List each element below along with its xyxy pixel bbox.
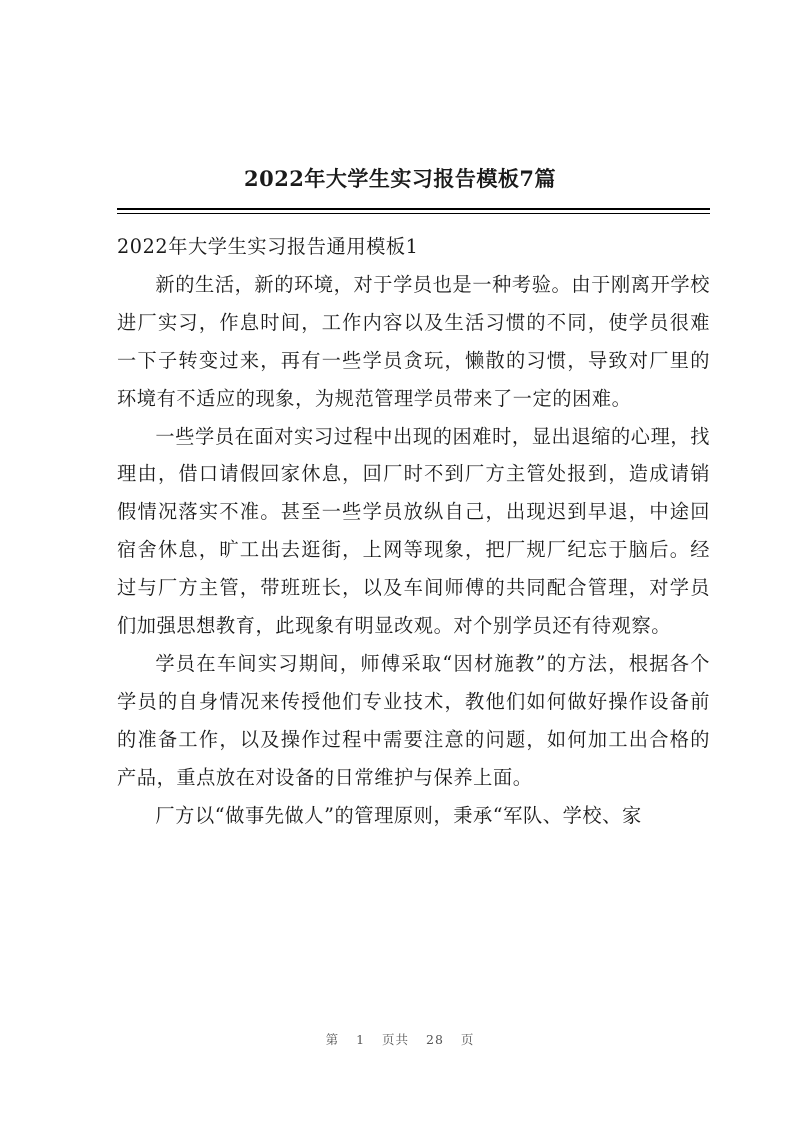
paragraph: 学员在车间实习期间，师傅采取“因材施教”的方法，根据各个学员的自身情况来传授他们专业技术，教他们如何做好操作设备前的准备工作，以及操作过程中需要注意的问题，如何加工出合格的产品，重点放在对设备的日常维护与保养上面。 [117,651,710,789]
page-title: 2022年大学生实习报告模板7篇 [243,166,557,191]
page-label-mid: 页共 [382,1032,410,1047]
document-body [117,228,710,835]
page-label-suffix: 页 [460,1032,475,1047]
page-footer [0,1030,800,1048]
title-divider-thick [117,208,710,210]
paragraph: 新的生活，新的环境，对于学员也是一种考验。由于刚离开学校进厂实习，作息时间，工作内容以及生活习惯的不同，使学员很难一下子转变过来，再有一些学员贪玩，懒散的习惯，导致对厂里的环境有不适应的现象，为规范管理学员带来了一定的困难。 [117,272,710,410]
total-pages: 28 [426,1032,444,1047]
paragraph: 一些学员在面对实习过程中出现的困难时，显出退缩的心理，找理由，借口请假回家休息，回厂时不到厂方主管处报到，造成请销假情况落实不准。甚至一些学员放纵自己，出现迟到早退，中途回宿舍休息，旷工出去逛街，上网等现象，把厂规厂纪忘于脑后。经过与厂方主管，带班班长，以及车间师傅的共同配合管理，对学员们加强思想教育，此现象有明显改观。对个别学员还有待观察。 [117,424,710,638]
title-divider-thin [117,213,710,214]
page-label-prefix: 第 [325,1032,340,1047]
section-heading: 2022年大学生实习报告通用模板1 [117,235,419,258]
paragraph: 厂方以“做事先做人”的管理原则，秉承“军队、学校、家 [155,803,642,827]
page-number: 1 [356,1032,366,1047]
